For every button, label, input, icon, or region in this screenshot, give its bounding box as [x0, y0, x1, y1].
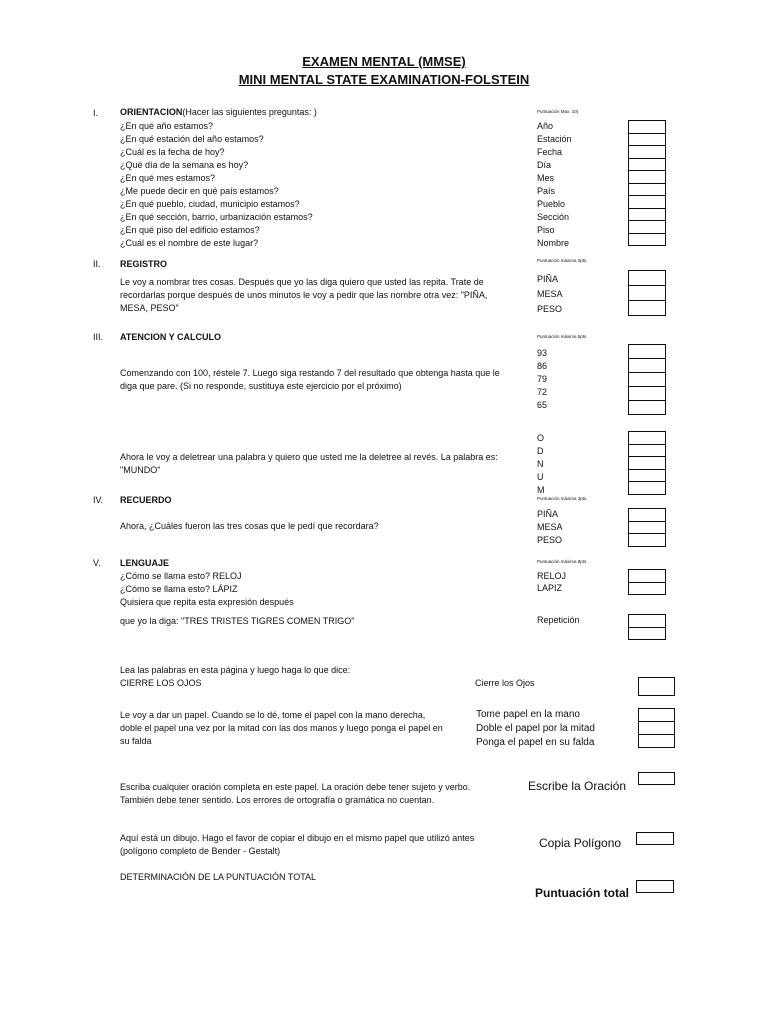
total-label: Puntuación total — [535, 886, 629, 900]
score-box[interactable] — [628, 133, 666, 147]
letter-label: M — [537, 485, 545, 495]
score-box[interactable] — [628, 270, 666, 286]
score-box[interactable] — [628, 521, 666, 535]
answer-label: Sección — [537, 212, 570, 222]
text-line: También debe tener sentido. Los errores de ortografía o gramática no cuentan. — [120, 795, 435, 805]
answer-label: Ponga el papel en su falda — [476, 737, 595, 748]
score-box[interactable] — [628, 456, 666, 470]
answer-label: Escribe la Oración — [528, 779, 627, 793]
answer-label: LAPIZ — [537, 583, 563, 593]
answer-label: Mes — [537, 173, 555, 183]
score-box[interactable] — [628, 508, 666, 522]
repetition-question: que yo la diga: "TRES TRISTES TIGRES COMEN TRIGO" — [120, 616, 355, 626]
section-2-number: II. — [93, 259, 101, 269]
text-line: Escriba cualquier oración completa en este papel. La oración debe tener sujeto y verbo. — [120, 782, 471, 792]
text-line: (polígono completo de Bender - Gestalt) — [120, 846, 281, 856]
answer-label: Tome papel en la mano — [476, 709, 580, 720]
score-box[interactable] — [628, 145, 666, 159]
score-box[interactable] — [638, 677, 675, 696]
text-line: Le voy a dar un papel. Cuando se lo dé, tome el papel con la mano derecha, — [120, 710, 426, 720]
answer-label: PESO — [537, 535, 563, 545]
answer-label: MESA — [537, 522, 563, 532]
score-box[interactable] — [628, 233, 666, 247]
number-label: 79 — [537, 374, 548, 384]
question: ¿En qué año estamos? — [120, 121, 214, 131]
text-line: "MUNDO" — [120, 465, 161, 475]
score-box[interactable] — [628, 582, 666, 596]
text-line: MESA, PESO" — [120, 303, 179, 313]
section-4-labels — [537, 508, 563, 547]
score-box[interactable] — [628, 158, 666, 172]
answer-label: Pueblo — [537, 199, 566, 209]
score-box[interactable] — [628, 208, 666, 222]
copy-instructions — [120, 832, 474, 858]
text-line: su falda — [120, 736, 152, 746]
total-heading: DETERMINACIÓN DE LA PUNTUACIÓN TOTAL — [120, 872, 317, 882]
reading-instruction: Lea las palabras en esta página y luego haga lo que dice: — [120, 665, 351, 675]
score-box[interactable] — [638, 734, 675, 748]
number-label: 65 — [537, 400, 548, 410]
section-3-instructions — [120, 367, 500, 393]
answer-label: MESA — [537, 289, 563, 299]
writing-instructions — [120, 781, 470, 807]
section-4-score-note: Puntuación máxima 3pts. — [537, 496, 588, 501]
section-3-number: III. — [93, 332, 104, 342]
question: ¿En qué estación del año estamos? — [120, 134, 264, 144]
score-box[interactable] — [628, 627, 666, 641]
answer-label: PIÑA — [537, 274, 559, 284]
reading-command: CIERRE LOS OJOS — [120, 678, 202, 688]
question: ¿En qué piso del edificio estamos? — [120, 225, 260, 235]
section-5-title: LENGUAJE — [120, 558, 170, 568]
score-box[interactable] — [628, 372, 666, 387]
score-box[interactable] — [628, 400, 666, 415]
score-box[interactable] — [628, 469, 666, 483]
section-2-title: REGISTRO — [120, 259, 168, 269]
question: ¿Cuál es el nombre de este lugar? — [120, 238, 259, 248]
section-3-score-note: Puntuación máxima 5pts. — [537, 334, 588, 339]
question: ¿Cómo se llama esto? RELOJ — [120, 571, 242, 581]
text-line: Aquí está un dibujo. Hago el favor de copiar el dibujo en el mismo papel que utilizó antes — [120, 833, 475, 843]
answer-label: PIÑA — [537, 509, 559, 519]
score-box[interactable] — [628, 444, 666, 458]
score-box[interactable] — [628, 569, 666, 583]
score-box[interactable] — [628, 300, 666, 316]
text-line: recordarlas porque después de unos minutos le voy a pedir que las nombre otra vez: "PIÑA, — [120, 290, 488, 300]
section-1-questions — [120, 120, 313, 250]
section-1-note: (Hacer las siguientes preguntas: ) — [182, 107, 317, 117]
score-box[interactable] — [628, 120, 666, 134]
score-box[interactable] — [638, 721, 675, 735]
question: ¿Cómo se llama esto? LÁPIZ — [120, 584, 238, 594]
number-label: 86 — [537, 361, 548, 371]
score-box[interactable] — [628, 183, 666, 197]
text-line: Ahora le voy a deletrear una palabra y quiero que usted me la deletree al revés. La palabra es: — [120, 452, 498, 462]
question: ¿En qué mes estamos? — [120, 173, 216, 183]
total-score-box[interactable] — [636, 880, 674, 893]
answer-label: Repetición — [537, 615, 580, 625]
answer-label: Estación — [537, 134, 572, 144]
answer-label: Piso — [537, 225, 555, 235]
score-box[interactable] — [628, 220, 666, 234]
score-box[interactable] — [628, 533, 666, 547]
section-5-number: V. — [93, 558, 101, 568]
answer-label: PESO — [537, 304, 563, 314]
letter-label: D — [537, 446, 544, 456]
exam-title: EXAMEN MENTAL (MMSE) — [302, 54, 466, 69]
serial-sevens-list — [537, 347, 547, 412]
question: ¿Me puede decir en qué país estamos? — [120, 186, 279, 196]
section-1-title: ORIENTACION — [120, 107, 183, 117]
score-box[interactable] — [628, 431, 666, 445]
number-label: 72 — [537, 387, 548, 397]
section-1-heading — [120, 106, 317, 119]
letter-label: N — [537, 459, 544, 469]
section-1-labels — [537, 120, 572, 250]
text-line: diga que pare. (Si no responde, sustituya este ejercicio por el próximo) — [120, 381, 402, 391]
score-box[interactable] — [628, 614, 666, 628]
text-line: Comenzando con 100, réstele 7. Luego siga restando 7 del resultado que obtenga hasta que le — [120, 368, 500, 378]
text-line: doble el papel una vez por la mitad con las dos manos y luego ponga el papel en — [120, 723, 443, 733]
answer-label: Año — [537, 121, 554, 131]
section-4-number: IV. — [93, 495, 104, 505]
section-5-score-note: Puntuación máxima 9pts. — [537, 559, 588, 564]
section-1-score-note: Puntuación Max. 10) — [537, 109, 579, 114]
score-box[interactable] — [628, 386, 666, 401]
section-1-number: I. — [93, 108, 99, 118]
answer-label: Cierre los Ojos — [475, 678, 535, 688]
section-4-question: Ahora, ¿Cuáles fueron las tres cosas que le pedí que recordara? — [120, 521, 379, 531]
question: ¿En qué pueblo, ciudad, municipio estamos? — [120, 199, 300, 209]
mundo-letters — [537, 432, 545, 497]
section-2-score-note: Puntuación máxima 3pts. — [537, 258, 588, 263]
score-box[interactable] — [628, 195, 666, 209]
score-box[interactable] — [628, 481, 666, 495]
paper-instructions — [120, 709, 443, 748]
score-box[interactable] — [638, 708, 675, 722]
section-3-title: ATENCION Y CALCULO — [120, 332, 222, 342]
number-label: 93 — [537, 348, 548, 358]
score-box[interactable] — [638, 772, 675, 785]
question: ¿Cuál es la fecha de hoy? — [120, 147, 225, 157]
letter-label: U — [537, 472, 544, 482]
answer-label: Doble el papel por la mitad — [476, 723, 595, 734]
exam-subtitle: MINI MENTAL STATE EXAMINATION-FOLSTEIN — [238, 72, 530, 87]
answer-label: Fecha — [537, 147, 563, 157]
question: ¿En qué sección, barrio, urbanización estamos? — [120, 212, 313, 222]
question: Quisiera que repita esta expresión después — [120, 597, 294, 607]
answer-label: RELOJ — [537, 571, 567, 581]
section-5-questions — [120, 570, 294, 609]
question: ¿Qué día de la semana es hoy? — [120, 160, 249, 170]
score-box[interactable] — [628, 358, 666, 373]
answer-label: País — [537, 186, 556, 196]
score-box[interactable] — [636, 832, 674, 845]
section-4-title: RECUERDO — [120, 495, 172, 505]
answer-label: Día — [537, 160, 552, 170]
score-box[interactable] — [628, 344, 666, 359]
text-line: Le voy a nombrar tres cosas. Después que yo las diga quiero que usted las repita. Trate de — [120, 277, 484, 287]
section-2-instructions — [120, 276, 487, 315]
spelling-instructions — [120, 451, 498, 477]
answer-label: Nombre — [537, 238, 570, 248]
answer-label: Copia Polígono — [539, 836, 622, 850]
score-box[interactable] — [628, 285, 666, 301]
letter-label: O — [537, 433, 545, 443]
score-box[interactable] — [628, 170, 666, 184]
